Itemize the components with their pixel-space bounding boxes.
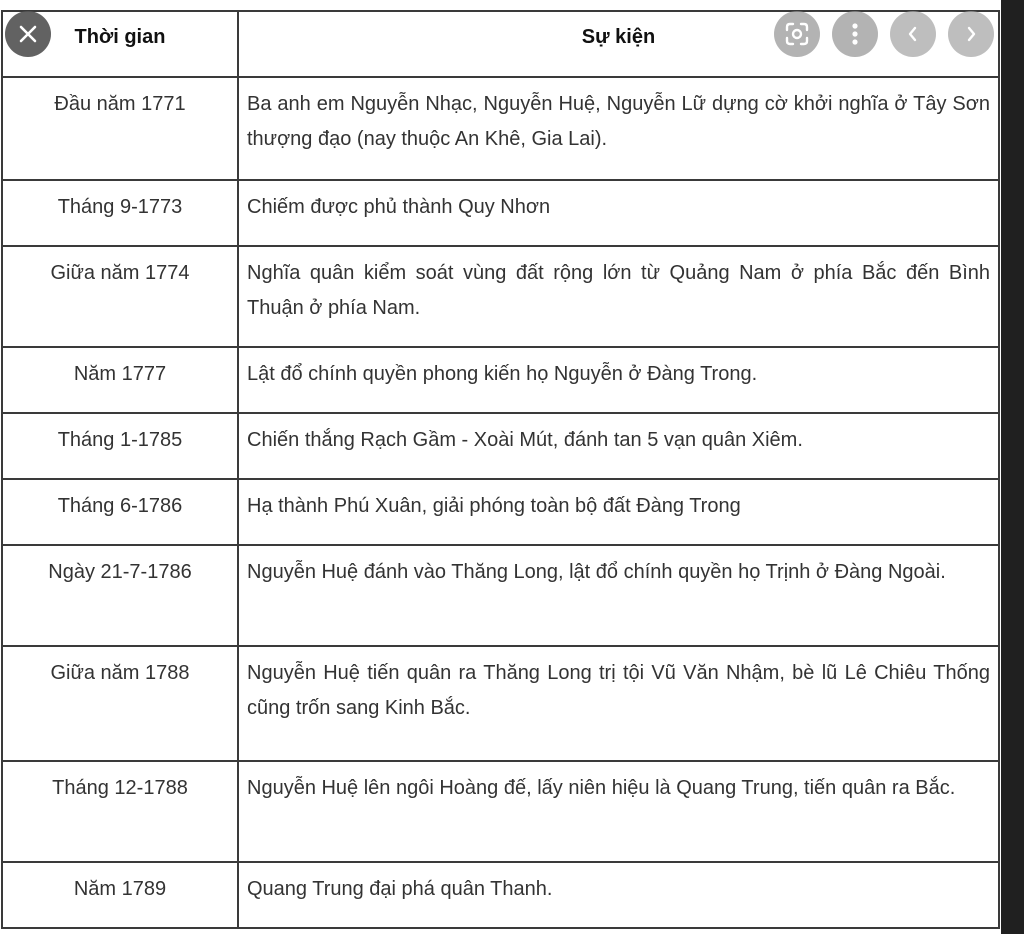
- lens-icon: [784, 21, 810, 47]
- chevron-right-icon: [964, 25, 978, 43]
- dark-edge: [1001, 0, 1024, 934]
- event-cell: Nguyễn Huệ lên ngôi Hoàng đế, lấy niên hiệu là Quang Trung, tiến quân ra Bắc.: [238, 761, 999, 862]
- previous-image-button[interactable]: [890, 11, 936, 57]
- event-cell: Chiến thắng Rạch Gầm - Xoài Mút, đánh tan 5 vạn quân Xiêm.: [238, 413, 999, 479]
- table-row: [2, 862, 999, 928]
- event-cell: Lật đổ chính quyền phong kiến họ Nguyễn ở Đàng Trong.: [238, 347, 999, 413]
- header-event: Sự kiện: [238, 11, 999, 77]
- event-cell: Quang Trung đại phá quân Thanh.: [238, 862, 999, 928]
- time-cell: Ngày 21-7-1786: [2, 545, 238, 646]
- time-cell: Tháng 6-1786: [2, 479, 238, 545]
- time-cell: Tháng 1-1785: [2, 413, 238, 479]
- table-row: [2, 77, 999, 180]
- time-cell: Năm 1777: [2, 347, 238, 413]
- header-time: Thời gian: [2, 11, 238, 77]
- close-button[interactable]: [5, 11, 51, 57]
- event-cell: Nghĩa quân kiểm soát vùng đất rộng lớn từ Quảng Nam ở phía Bắc đến Bình Thuận ở phía Nam.: [238, 246, 999, 347]
- time-cell: Giữa năm 1788: [2, 646, 238, 761]
- more-options-button[interactable]: [832, 11, 878, 57]
- time-cell: Tháng 12-1788: [2, 761, 238, 862]
- more-vertical-icon: [851, 22, 859, 46]
- event-cell: Chiếm được phủ thành Quy Nhơn: [238, 180, 999, 246]
- event-cell: Hạ thành Phú Xuân, giải phóng toàn bộ đất Đàng Trong: [238, 479, 999, 545]
- table-row: [2, 347, 999, 413]
- chevron-left-icon: [906, 25, 920, 43]
- time-cell: Năm 1789: [2, 862, 238, 928]
- table-row: [2, 479, 999, 545]
- time-cell: Tháng 9-1773: [2, 180, 238, 246]
- table-row: [2, 413, 999, 479]
- lens-search-button[interactable]: [774, 11, 820, 57]
- table-row: [2, 246, 999, 347]
- table-row: [2, 761, 999, 862]
- table-row: [2, 180, 999, 246]
- table-row: [2, 646, 999, 761]
- close-icon: [17, 23, 39, 45]
- time-cell: Giữa năm 1774: [2, 246, 238, 347]
- timeline-table: [1, 10, 1000, 929]
- event-cell: Nguyễn Huệ đánh vào Thăng Long, lật đổ chính quyền họ Trịnh ở Đàng Ngoài.: [238, 545, 999, 646]
- next-image-button[interactable]: [948, 11, 994, 57]
- table-row: [2, 545, 999, 646]
- event-cell: Nguyễn Huệ tiến quân ra Thăng Long trị tội Vũ Văn Nhậm, bè lũ Lê Chiêu Thống cũng trốn sang Kinh Bắc.: [238, 646, 999, 761]
- time-cell: Đầu năm 1771: [2, 77, 238, 180]
- event-cell: Ba anh em Nguyễn Nhạc, Nguyễn Huệ, Nguyễn Lữ dựng cờ khởi nghĩa ở Tây Sơn thượng đạo (nay thuộc An Khê, Gia Lai).: [238, 77, 999, 180]
